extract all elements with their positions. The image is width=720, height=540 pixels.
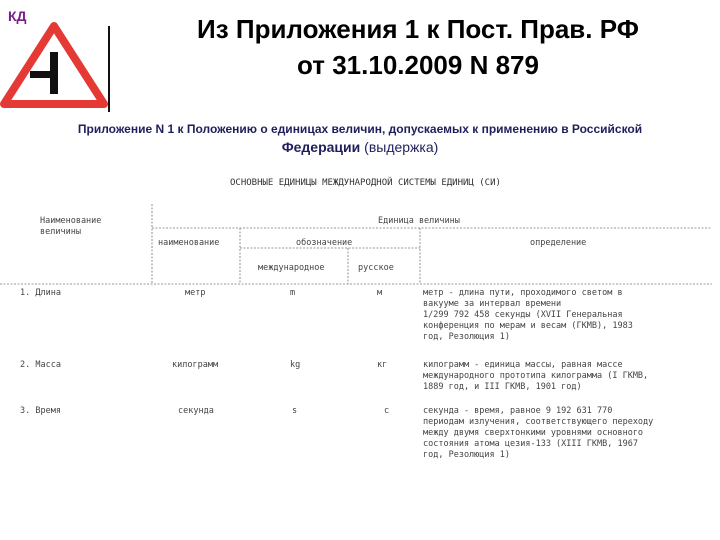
document-subtitle-line2	[0, 139, 720, 155]
title-divider	[108, 26, 110, 112]
row-intl-symbol: kg	[290, 360, 301, 370]
row-intl-symbol: s	[292, 406, 298, 416]
row-intl-symbol: m	[290, 288, 296, 298]
row-definition: секунда - время, равное 9 192 631 770 периодам излучения, соответствующего переходу между двумя сверхтонкими уровнями основного состояния атома цезия-133 (XIII ГКМВ, 1967 год, Резолюция 1)	[423, 406, 654, 460]
road-sign-side-road-icon	[0, 22, 108, 108]
row-quantity: 3. Время	[20, 406, 61, 416]
row-quantity: 1. Длина	[20, 288, 61, 298]
row-definition: метр - длина пути, проходимого светом в вакууме за интервал времени 1/299 792 458 секунды (XVII Генеральная конференция по мерам и весам (ГКМВ), 1983 год, Резолюция 1)	[423, 288, 633, 342]
row-rus-symbol: м	[377, 288, 383, 298]
subtitle-rest: (выдержка)	[360, 139, 439, 155]
page-title-line2: от 31.10.2009 N 879	[297, 50, 539, 80]
row-unit: метр	[185, 288, 206, 298]
header-definition: определение	[530, 238, 587, 248]
header-designation: обозначение	[296, 238, 353, 248]
row-unit: килограмм	[172, 360, 219, 370]
row-rus-symbol: кг	[377, 360, 388, 370]
header-unit-group: Единица величины	[378, 216, 460, 226]
doc-heading: ОСНОВНЫЕ ЕДИНИЦЫ МЕЖДУНАРОДНОЙ СИСТЕМЫ ЕДИНИЦ (СИ)	[230, 178, 501, 188]
row-quantity: 2. Масса	[20, 360, 61, 370]
header-naming: наименование	[158, 238, 220, 248]
row-definition: килограмм - единица массы, равная массе международного прототипа килограмма (I ГКМВ, 1889 год, и III ГКМВ, 1901 год)	[423, 360, 649, 392]
header-international: международное	[258, 263, 325, 273]
document-subtitle: Приложение N 1 к Положению о единицах величин, допускаемых к применению в Российской	[77, 122, 643, 136]
row-unit: секунда	[178, 406, 214, 416]
subtitle-bold-word: Федерации	[281, 139, 361, 155]
header-quantity-name: Наименование величины	[40, 216, 102, 237]
row-rus-symbol: с	[384, 406, 390, 416]
header-russian: русское	[358, 263, 394, 273]
brand-label: КД	[8, 8, 27, 24]
page-title: Из Приложения 1 к Пост. Прав. РФ	[197, 14, 639, 44]
